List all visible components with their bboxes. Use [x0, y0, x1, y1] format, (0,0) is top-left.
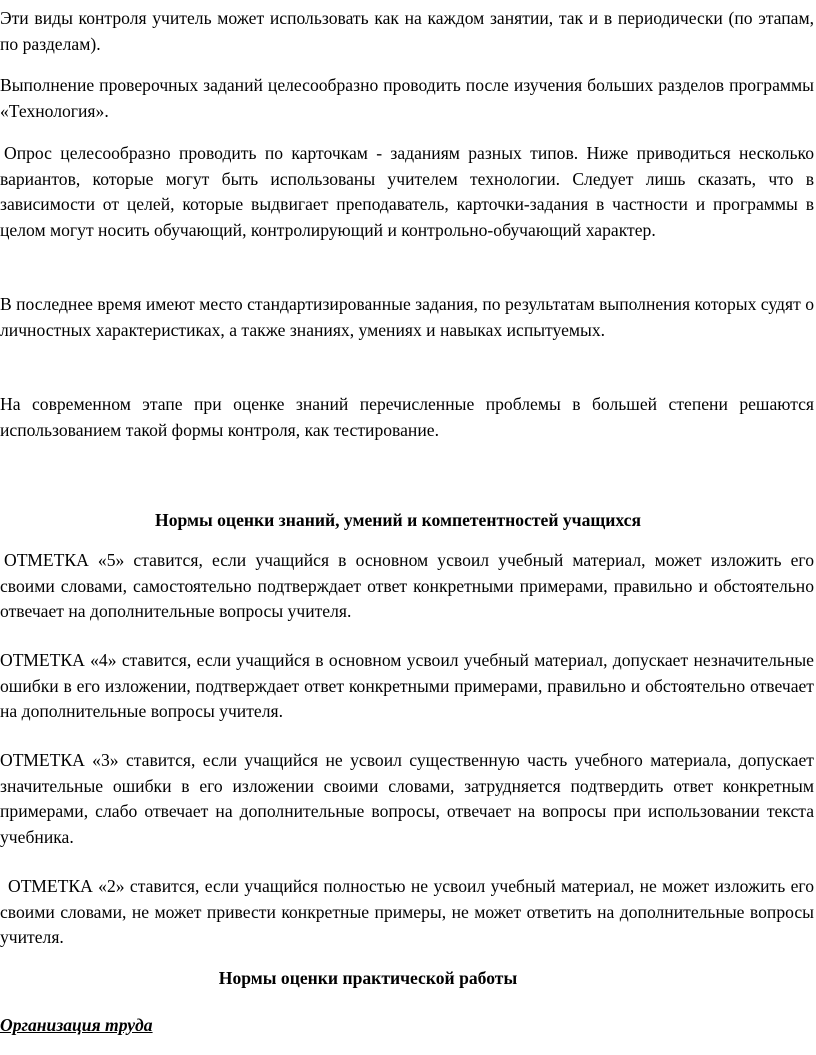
- paragraph-grade-5: ОТМЕТКА «5» ставится, если учащийся в основном усвоил учебный материал, может изложить его своими словами, самостоятельно подтверждает ответ конкретными примерами, правильно и обстоятельно отвечает на дополнительные вопросы учителя.: [0, 550, 814, 621]
- paragraph-verification-tasks: Выполнение проверочных заданий целесообразно проводить после изучения больших разделов программы «Технология».: [0, 75, 814, 121]
- paragraph-testing: На современном этапе при оценке знаний перечисленные проблемы в большей степени решаются использованием такой формы контроля, как тестирование.: [0, 394, 814, 440]
- heading-practical-norms: Нормы оценки практической работы: [218, 968, 518, 988]
- paragraph-grade-3: ОТМЕТКА «3» ставится, если учащийся не усвоил существенную часть учебного материала, допускает значительные ошибки в его изложении своими словами, затрудняется подтвердить ответ конкретным примерами, слабо отвечает на дополнительные вопросы, отвечает на вопросы при использовании текста учебника.: [0, 750, 814, 847]
- paragraph-grade-4: ОТМЕТКА «4» ставится, если учащийся в основном усвоил учебный материал, допускает незначительные ошибки в его изложении, подтверждает ответ конкретными примерами, правильно и обстоятельно отвечает на дополнительные вопросы учителя.: [0, 650, 814, 721]
- paragraph-grade-2: ОТМЕТКА «2» ставится, если учащийся полностью не усвоил учебный материал, не может изложить его своими словами, не может привести конкретные примеры, не может ответить на дополнительные вопросы учителя.: [0, 876, 814, 947]
- paragraph-control-types: Эти виды контроля учитель может использовать как на каждом занятии, так и в периодически (по этапам, по разделам).: [0, 8, 814, 54]
- paragraph-survey-cards: Опрос целесообразно проводить по карточкам - заданиям разных типов. Ниже приводиться несколько вариантов, которые могут быть использованы учителем технологии. Следует лишь сказать, что в зависимости от целей, которые выдвигает преподаватель, карточки-задания в частности и программы в целом могут носить обучающий, контролирующий и контрольно-обучающий характер.: [0, 143, 814, 240]
- paragraph-standardized-tasks: В последнее время имеют место стандартизированные задания, по результатам выполнения которых судят о личностных характеристиках, а также знаниях, умениях и навыках испытуемых.: [0, 294, 814, 340]
- subheading-labor-organization: Организация труда: [0, 1015, 153, 1035]
- heading-knowledge-norms: Нормы оценки знаний, умений и компетентностей учащихся: [155, 510, 641, 530]
